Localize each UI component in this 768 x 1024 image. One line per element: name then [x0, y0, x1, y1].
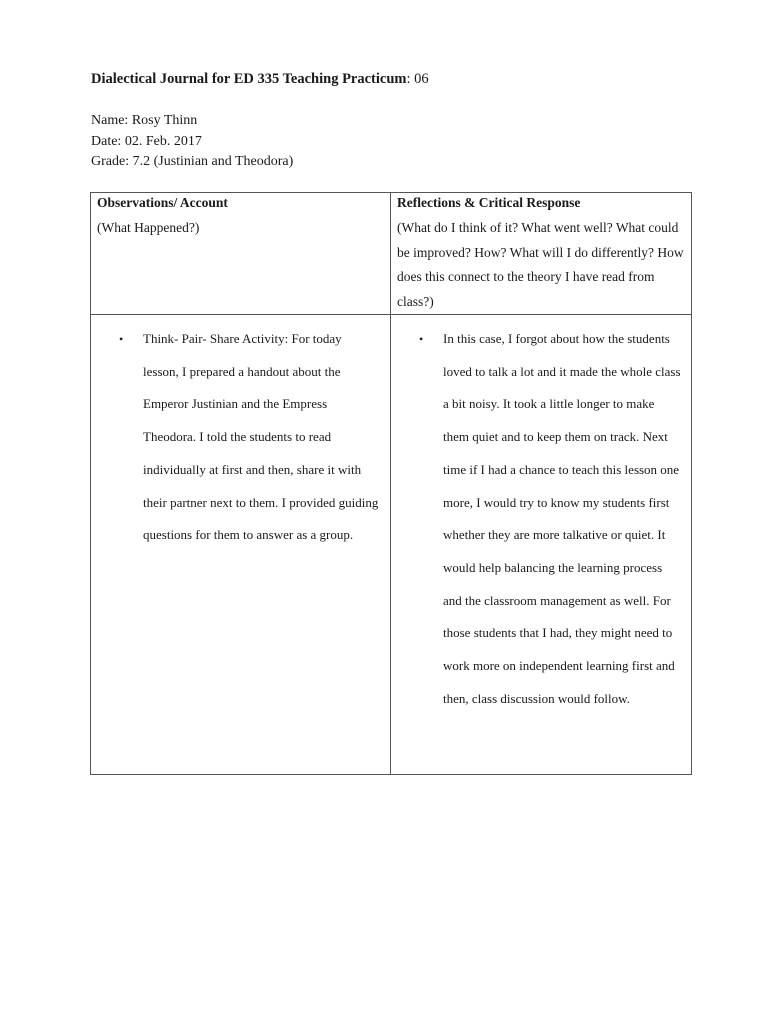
document-title-number: : 06	[406, 71, 429, 87]
date-line: Date: 02. Feb. 2017	[91, 133, 202, 149]
grade-line: Grade: 7.2 (Justinian and Theodora)	[91, 154, 294, 169]
reflection-text: In this case, I forgot about how the students loved to talk a lot and it made the whole class a bit noisy. It took a little longer to make them quiet and to keep them on track. Next time if I had a chance to teach this lesson one more, I would try to know my students first whether they are more talkative or quiet. It would help balancing the learning process and the classroom management as well. For those students that I had, they might need to work more on independent learning first and then, class discussion would follow.	[443, 331, 681, 706]
reflections-heading: Reflections & Critical Response	[397, 195, 581, 210]
header-cell-observations	[91, 193, 391, 315]
bullet-icon: •	[119, 332, 124, 346]
reflections-subheading: (What do I think of it? What went well? What could be improved? How? What will I do differently? How does this connect to the theory I have read from class?)	[397, 220, 684, 309]
reflection-entry-cell	[391, 315, 692, 775]
header-cell-reflections	[391, 193, 692, 315]
table-row	[91, 315, 692, 775]
observation-list-item	[91, 315, 390, 552]
observation-entry-cell	[91, 315, 391, 775]
observations-subheading: (What Happened?)	[97, 220, 200, 235]
reflection-list-item	[391, 315, 691, 715]
observation-text: Think- Pair- Share Activity: For today lesson, I prepared a handout about the Emperor Justinian and the Empress Theodora. I told the students to read individually at first and then, share it with their partner next to them. I provided guiding questions for them to answer as a group.	[143, 331, 379, 543]
journal-table	[90, 192, 692, 775]
observations-heading: Observations/ Account	[97, 195, 228, 210]
bullet-icon: •	[419, 332, 424, 346]
name-line: Name: Rosy Thinn	[91, 113, 198, 128]
document-title-bold: Dialectical Journal for ED 335 Teaching Practicum	[91, 71, 407, 87]
table-header-row	[91, 193, 692, 315]
document-title	[91, 69, 429, 89]
document-meta	[91, 111, 293, 173]
